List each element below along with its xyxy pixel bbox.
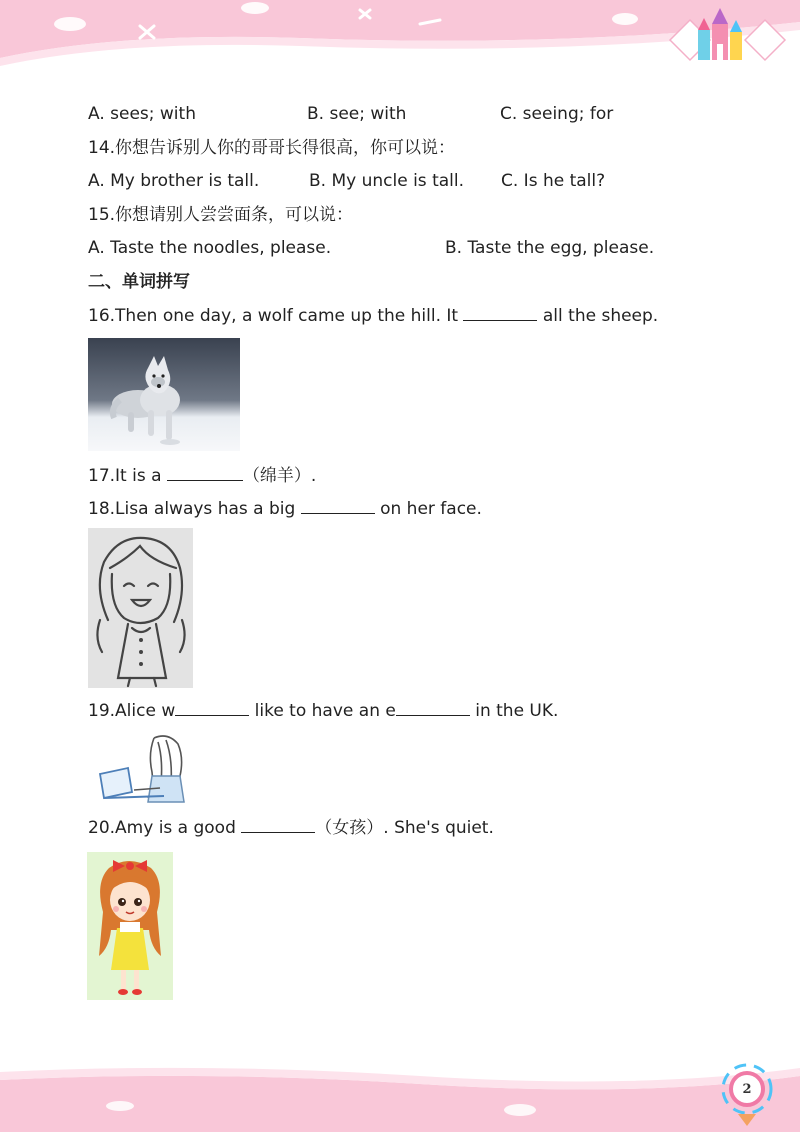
q17-text-after: （绵羊）. bbox=[242, 466, 317, 486]
cartoon-girl-picture bbox=[87, 852, 173, 1000]
q16-text-before: 16.Then one day, a wolf came up the hill. It bbox=[88, 306, 464, 326]
q20-blank[interactable] bbox=[241, 816, 315, 833]
q18-text-before: 18.Lisa always has a big bbox=[88, 499, 301, 519]
page-number: 2 bbox=[729, 1071, 765, 1107]
q14-options bbox=[88, 170, 728, 192]
q15-option-b: B. Taste the egg, please. bbox=[445, 238, 655, 258]
q16-blank[interactable] bbox=[463, 304, 537, 321]
q14-option-a: A. My brother is tall. bbox=[88, 171, 260, 191]
q16-text-after: all the sheep. bbox=[537, 306, 659, 326]
q15-prompt: 15.你想请别人尝尝面条，可以说： bbox=[88, 205, 354, 225]
top-decorative-band bbox=[0, 0, 800, 70]
q18-text-after: on her face. bbox=[374, 499, 482, 519]
q13-option-b: B. see; with bbox=[307, 104, 407, 124]
q19-text-part2: like to have an e bbox=[249, 701, 396, 721]
q13-options bbox=[88, 103, 728, 125]
q19-blank-2[interactable] bbox=[396, 699, 470, 716]
q19-sentence bbox=[88, 699, 558, 722]
q14-option-b: B. My uncle is tall. bbox=[309, 171, 465, 191]
q17-sentence bbox=[88, 464, 316, 487]
smiling-girl-sketch bbox=[88, 528, 193, 688]
q19-text-part3: in the UK. bbox=[469, 701, 559, 721]
q19-blank-1[interactable] bbox=[175, 699, 249, 716]
section-title: 二、单词拼写 bbox=[88, 272, 190, 292]
q20-text-after: （女孩）. She's quiet. bbox=[315, 818, 494, 838]
q15-options bbox=[88, 237, 728, 259]
q13-option-a: A. sees; with bbox=[88, 104, 196, 124]
q17-blank[interactable] bbox=[167, 464, 243, 481]
q16-sentence bbox=[88, 304, 658, 327]
bottom-decorative-band bbox=[0, 1062, 800, 1132]
q14-prompt: 14.你想告诉别人你的哥哥长得很高，你可以说： bbox=[88, 138, 456, 158]
q14-option-c: C. Is he tall? bbox=[501, 171, 606, 191]
q20-text-before: 20.Amy is a good bbox=[88, 818, 242, 838]
girl-with-laptop-sketch bbox=[94, 732, 200, 804]
q17-text-before: 17.It is a bbox=[88, 466, 167, 486]
q13-option-c: C. seeing; for bbox=[500, 104, 614, 124]
q20-sentence bbox=[88, 816, 494, 839]
q19-text-part1: 19.Alice w bbox=[88, 701, 176, 721]
q15-option-a: A. Taste the noodles, please. bbox=[88, 238, 332, 258]
wolf-photo bbox=[88, 338, 240, 451]
q18-sentence bbox=[88, 497, 482, 520]
q18-blank[interactable] bbox=[301, 497, 375, 514]
